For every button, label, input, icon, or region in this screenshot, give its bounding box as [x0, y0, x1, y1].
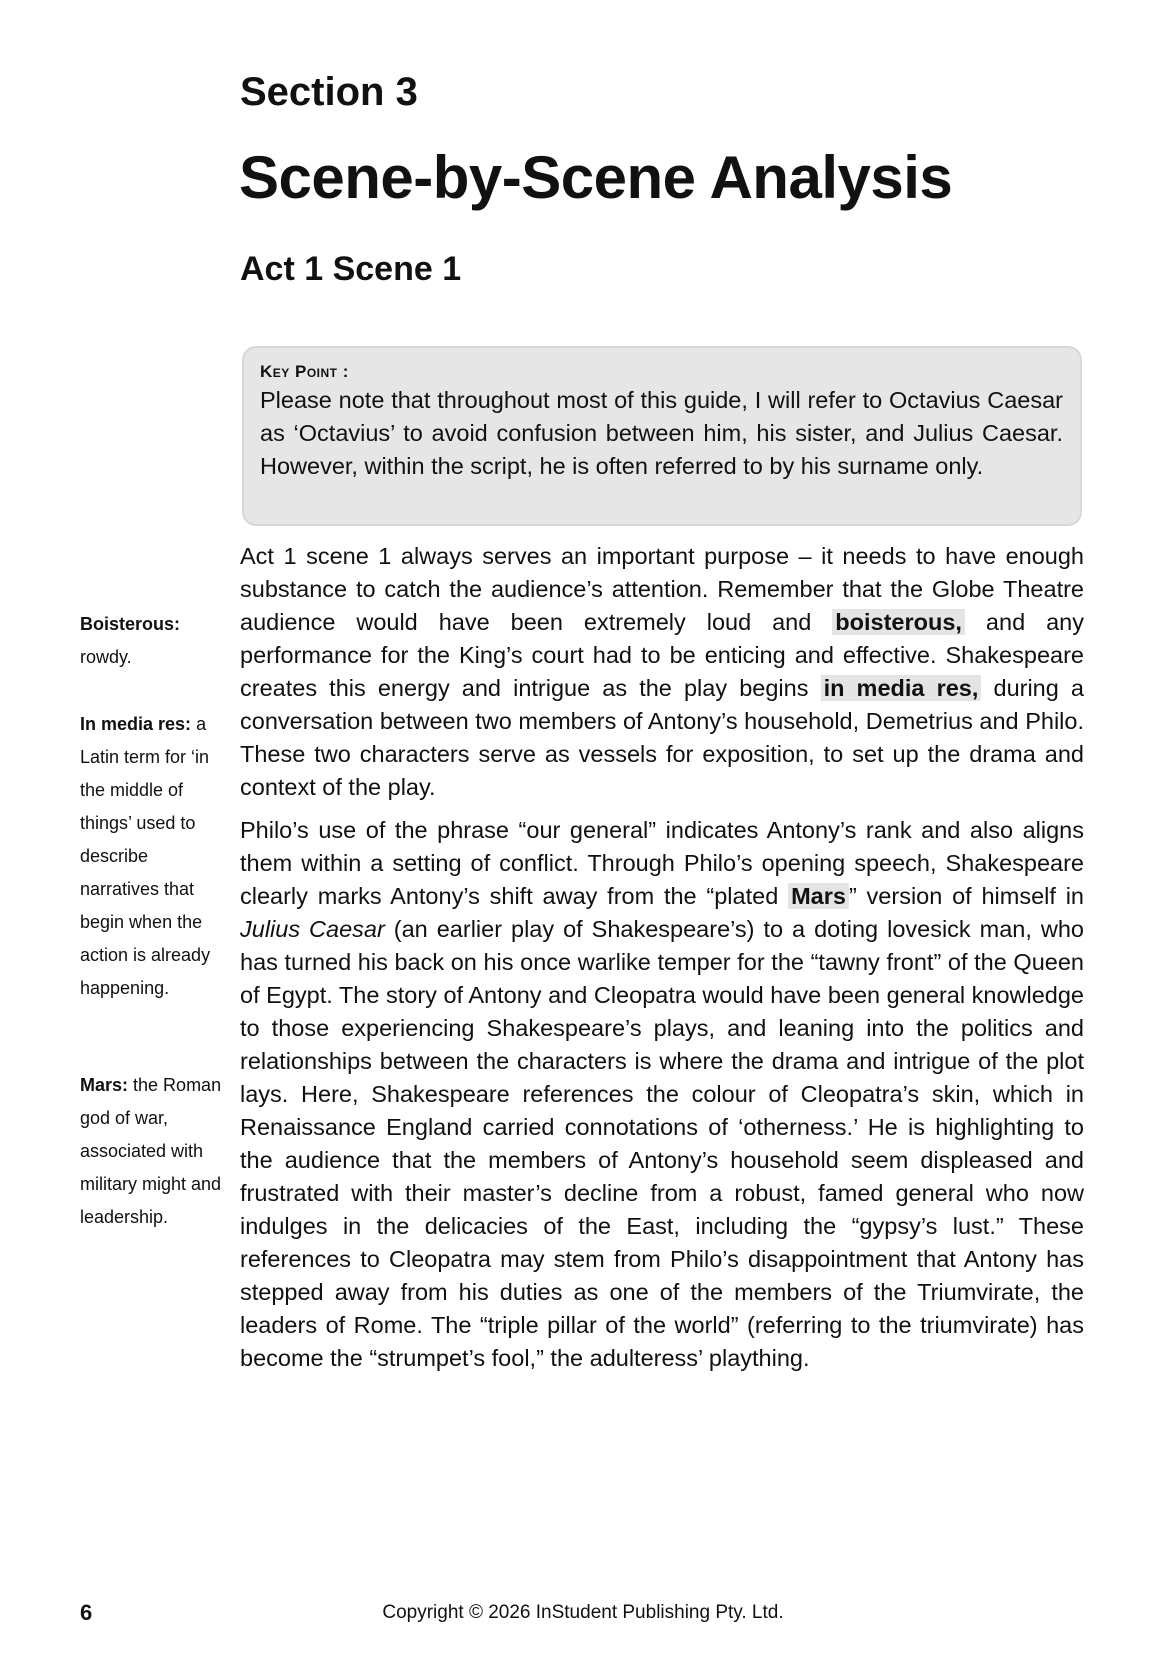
text-run: Philo’s use of the phrase “our general” indicates Antony’s rank and also aligns them within a setting of conflict. Through Philo’s opening speech, Shakespeare clearly marks Antony’s shift away from the “plated	[240, 817, 1084, 909]
key-point-text: Please note that throughout most of this guide, I will refer to Octavius Caesar as ‘Octavius’ to avoid confusion between him, his sister, and Julius Caesar. However, within the script, he is often referred to by his surname only.	[260, 387, 1063, 479]
copyright-footer: Copyright © 2026 InStudent Publishing Pty. Ltd.	[382, 1602, 784, 1623]
key-point-label: Key Point :	[260, 362, 349, 381]
scene-heading: Act 1 Scene 1	[240, 250, 462, 288]
sidebar-note-boisterous	[80, 608, 225, 674]
text-run: ” version of himself in	[848, 883, 1084, 909]
sidebar-definition: the Roman god of war, associated with military might and leadership.	[80, 1075, 222, 1227]
text-run: Act 1 scene 1 always serves an important purpose – it needs to have enough substance to catch the audience’s attention. Remember that the Globe Theatre audience would have been extremely loud and	[240, 543, 1084, 635]
highlighted-term-mars: Mars	[788, 883, 849, 909]
highlighted-term-in-media-res: in media res,	[821, 675, 982, 701]
highlighted-term-boisterous: boisterous,	[832, 609, 965, 635]
sidebar-term: Mars:	[80, 1075, 129, 1095]
page-title: Scene-by-Scene Analysis	[239, 144, 953, 211]
sidebar-definition: rowdy.	[80, 647, 132, 667]
sidebar-note-in-media-res	[80, 708, 225, 1005]
sidebar-term: In media res:	[80, 714, 192, 734]
text-run: during a conversation between two members of Antony’s household, Demetrius and Philo. These two characters serve as vessels for exposition, to set up the drama and context of the play.	[240, 675, 1084, 800]
sidebar-term: Boisterous:	[80, 614, 181, 634]
paragraph-2	[240, 814, 1084, 1375]
italic-title: Julius Caesar	[240, 916, 385, 942]
main-text	[240, 540, 1084, 1385]
page-number: 6	[80, 1600, 93, 1625]
paragraph-1	[240, 540, 1084, 804]
text-run: (an earlier play of Shakespeare’s) to a doting lovesick man, who has turned his back on his once warlike temper for the “tawny front” of the Queen of Egypt. The story of Antony and Cleopatra would have been general knowledge to those experiencing Shakespeare’s plays, and leaning into the politics and relationships between the characters is where the drama and intrigue of the plot lays. Here, Shakespeare references the colour of Cleopatra’s skin, which in Renaissance England carried connotations of ‘otherness.’ He is highlighting to the audience that the members of Antony’s household seem displeased and frustrated with their master’s decline from a robust, famed general who now indulges in the delicacies of the East, including the “gypsy’s lust.” These references to Cleopatra may stem from Philo’s disappointment that Antony has stepped away from his duties as one of the members of the Triumvirate, the leaders of Rome. The “triple pillar of the world” (referring to the triumvirate) has become the “strumpet’s fool,” the adulteress’ plaything.	[240, 916, 1084, 1371]
sidebar-definition: a Latin term for ‘in the middle of things’ used to describe narratives that begin when the action is already happening.	[80, 714, 211, 998]
key-point-box	[242, 346, 1082, 526]
sidebar-note-mars	[80, 1069, 225, 1234]
section-label: Section 3	[240, 70, 418, 114]
text-run: and any performance for the King’s court had to be enticing and effective. Shakespeare creates this energy and intrigue as the play begins	[240, 609, 1084, 701]
